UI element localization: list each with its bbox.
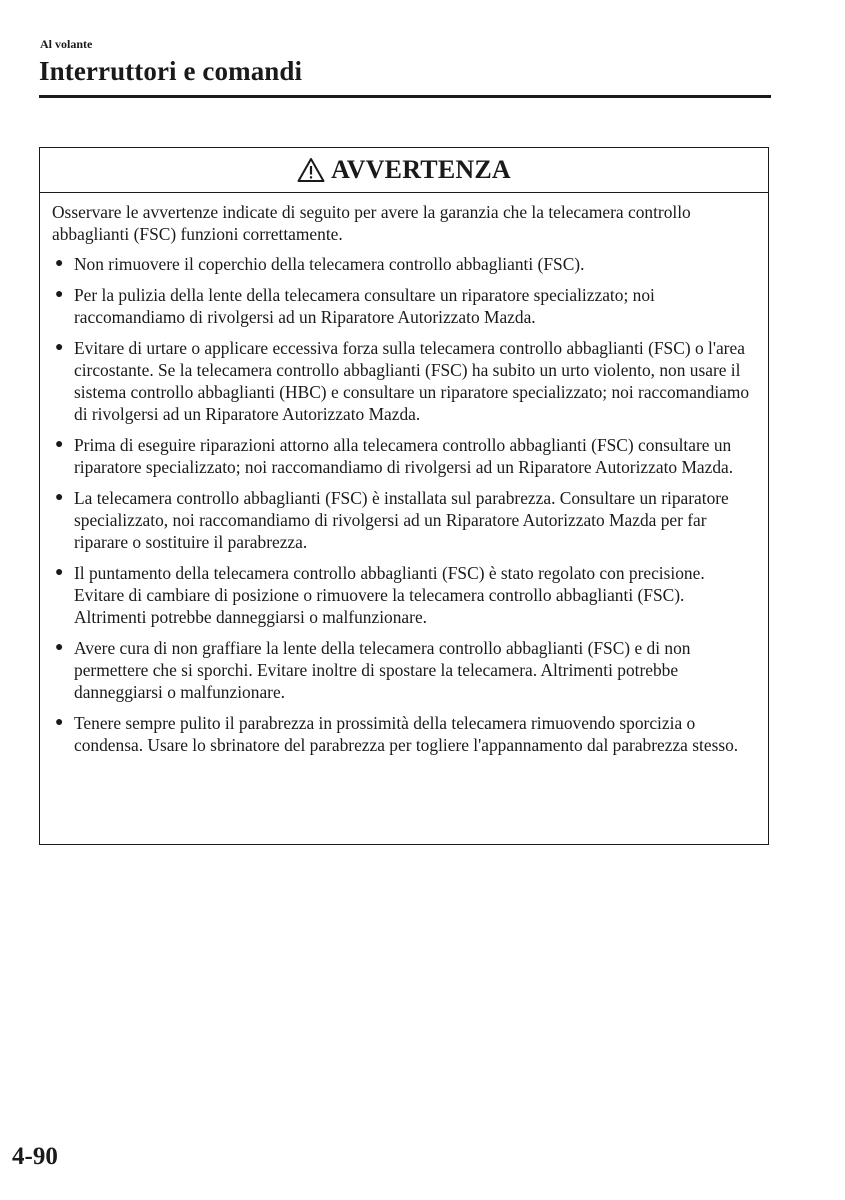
warning-item-text: Per la pulizia della lente della telecamera consultare un riparatore specializzato; noi raccomandiamo di rivolgersi ad un Riparatore Autorizzato Mazda. — [74, 285, 655, 327]
warning-list-item — [52, 487, 756, 553]
warning-item-text: Non rimuovere il coperchio della telecamera controllo abbaglianti (FSC). — [74, 254, 585, 274]
warning-item-text: Prima di eseguire riparazioni attorno alla telecamera controllo abbaglianti (FSC) consultare un riparatore specializzato; noi raccomandiamo di rivolgersi ad un Riparatore Autorizzato Mazda. — [74, 435, 734, 477]
section-label: Al volante — [40, 37, 93, 51]
warning-header — [40, 148, 768, 193]
warning-list-item — [52, 253, 756, 275]
warning-item-text: Evitare di urtare o applicare eccessiva forza sulla telecamera controllo abbaglianti (FSC) o l'area circostante. Se la telecamera controllo abbaglianti (FSC) ha subito un urto violento, non usare il sistema controllo abbaglianti (HBC) e consultare un riparatore specializzato; noi raccomandiamo di rivolgersi ad un Riparatore Autorizzato Mazda. — [74, 338, 750, 424]
warning-triangle-icon — [297, 157, 325, 183]
warning-box — [39, 147, 769, 845]
page-number: 4-90 — [12, 1143, 58, 1170]
warning-list — [52, 253, 756, 756]
warning-item-text: Tenere sempre pulito il parabrezza in prossimità della telecamera rimuovendo sporcizia o condensa. Usare lo sbrinatore del parabrezza per togliere l'appannamento dal parabrezza stesso. — [74, 713, 739, 755]
warning-body — [40, 193, 768, 756]
warning-item-text: Avere cura di non graffiare la lente della telecamera controllo abbaglianti (FSC) e di non permettere che si sporchi. Evitare inoltre di spostare la telecamera. Altrimenti potrebbe danneggiarsi o malfunzionare. — [74, 638, 691, 702]
bullet-icon: ● — [55, 256, 64, 271]
bullet-icon: ● — [55, 715, 64, 730]
warning-item-text: Il puntamento della telecamera controllo abbaglianti (FSC) è stato regolato con precisione. Evitare di cambiare di posizione o rimuovere la telecamera controllo abbaglianti (FSC). Altrimenti potrebbe danneggiarsi o malfunzionare. — [74, 563, 705, 627]
warning-list-item — [52, 637, 756, 703]
bullet-icon: ● — [55, 565, 64, 580]
bullet-icon: ● — [55, 437, 64, 452]
warning-list-item — [52, 712, 756, 756]
chapter-title: Interruttori e comandi — [39, 56, 303, 86]
bullet-icon: ● — [55, 287, 64, 302]
title-rule — [39, 95, 771, 98]
bullet-icon: ● — [55, 490, 64, 505]
warning-item-text: La telecamera controllo abbaglianti (FSC) è installata sul parabrezza. Consultare un riparatore specializzato, noi raccomandiamo di rivolgersi ad un Riparatore Autorizzato Mazda per far riparare o sostituire il parabrezza. — [74, 488, 729, 552]
bullet-icon: ● — [55, 640, 64, 655]
warning-list-item — [52, 337, 756, 425]
warning-list-item — [52, 562, 756, 628]
warning-intro: Osservare le avvertenze indicate di seguito per avere la garanzia che la telecamera controllo abbaglianti (FSC) funzioni correttamente. — [52, 202, 691, 244]
warning-list-item — [52, 434, 756, 478]
warning-list-item — [52, 284, 756, 328]
warning-title: AVVERTENZA — [331, 155, 511, 184]
bullet-icon: ● — [55, 340, 64, 355]
